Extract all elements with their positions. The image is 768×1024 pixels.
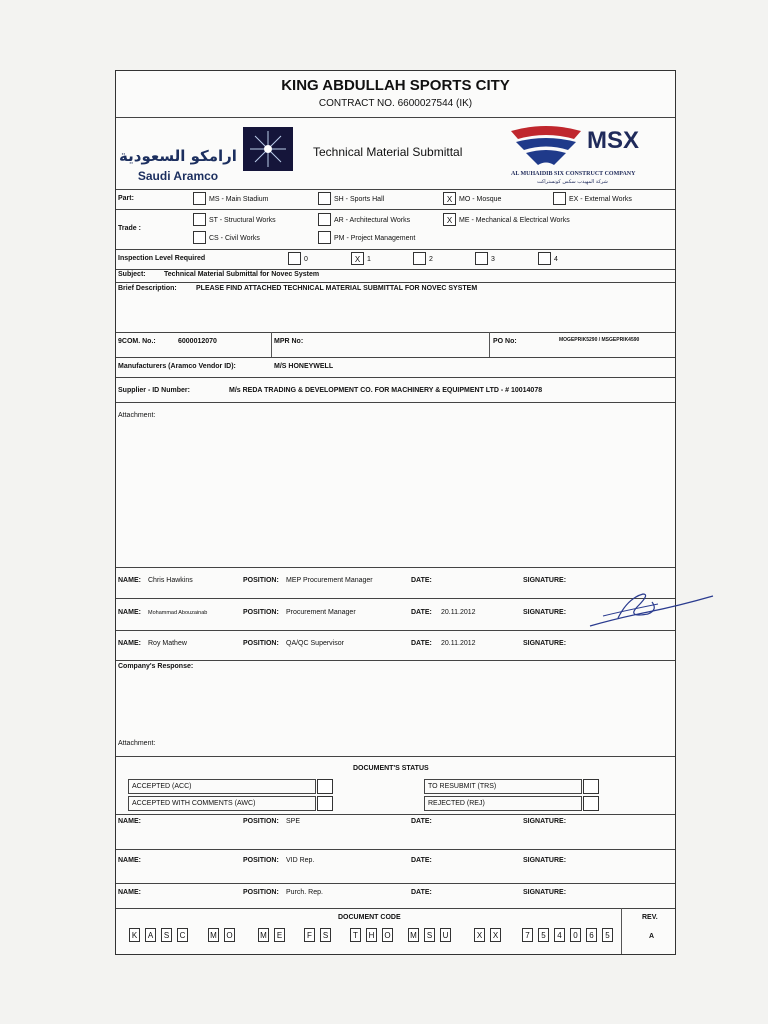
signer-position-label: POSITION: <box>243 640 279 647</box>
document-code-cell: 0 <box>570 928 581 942</box>
part-ex-checkbox[interactable] <box>553 192 566 205</box>
document-code-cell: 5 <box>602 928 613 942</box>
inspection-label: Inspection Level Required <box>118 255 206 262</box>
signer-signature-label: SIGNATURE: <box>523 609 567 616</box>
attachment-row <box>116 402 675 568</box>
inspection-0-label: 0 <box>304 256 308 263</box>
trade-me-label: ME - Mechanical & Electrical Works <box>459 217 570 224</box>
status-acc-label: ACCEPTED (ACC) <box>128 779 316 794</box>
title-row <box>116 71 675 118</box>
trade-pm-checkbox[interactable] <box>318 231 331 244</box>
document-code-cell: C <box>177 928 188 942</box>
status-rej-checkbox[interactable] <box>583 796 599 811</box>
manufacturer-value: M/S HONEYWELL <box>274 363 334 370</box>
signer-name-label: NAME: <box>118 577 141 584</box>
document-code-label: DOCUMENT CODE <box>338 914 401 921</box>
logo-row <box>116 117 675 190</box>
signer-name: Mohammad Abouzainab <box>148 610 208 616</box>
supplier-label: Supplier - ID Number: <box>118 387 190 394</box>
supplier-row <box>116 377 675 403</box>
reviewer-signature-label: SIGNATURE: <box>523 818 567 825</box>
document-code-cell: U <box>440 928 451 942</box>
trade-ar-label: AR - Architectural Works <box>334 217 411 224</box>
document-code-cell: X <box>490 928 501 942</box>
reviewer-name-label: NAME: <box>118 889 141 896</box>
signer-position: Procurement Manager <box>286 609 356 616</box>
signer-position-label: POSITION: <box>243 609 279 616</box>
part-row <box>116 189 675 210</box>
document-code-cell: 4 <box>554 928 565 942</box>
part-label: Part: <box>118 195 134 202</box>
inspection-4-checkbox[interactable] <box>538 252 551 265</box>
document-code-cell: F <box>304 928 315 942</box>
subject-value: Technical Material Submittal for Novec System <box>164 271 320 278</box>
inspection-3-label: 3 <box>491 256 495 263</box>
signer-name-label: NAME: <box>118 609 141 616</box>
document-code-cell: H <box>366 928 377 942</box>
inspection-0-checkbox[interactable] <box>288 252 301 265</box>
document-code-row <box>116 908 675 954</box>
msx-emblem-icon <box>506 123 586 167</box>
msx-arabic-name: شركة المهيدب سكس كونستراكت <box>537 179 608 185</box>
document-code-cell: 6 <box>586 928 597 942</box>
trade-cs-label: CS - Civil Works <box>209 235 260 242</box>
signer-date-label: DATE: <box>411 640 432 647</box>
supplier-value: M/s REDA TRADING & DEVELOPMENT CO. FOR MACHINERY & EQUIPMENT LTD - # 10014078 <box>229 387 543 394</box>
submittal-form <box>115 70 676 955</box>
rev-label: REV. <box>642 914 658 921</box>
inspection-4-label: 4 <box>554 256 558 263</box>
aramco-arabic: ارامكو السعودية <box>119 147 237 165</box>
signer-date: 20.11.2012 <box>441 609 476 616</box>
reviewer-date-label: DATE: <box>411 889 432 896</box>
response-attachment-label: Attachment: <box>118 740 156 747</box>
signer-date-label: DATE: <box>411 577 432 584</box>
trade-ar-checkbox[interactable] <box>318 213 331 226</box>
msx-company-name: AL MUHAIDIB SIX CONSTRUCT COMPANY <box>511 171 636 177</box>
po-value: MOGEPRIK5290 / MSGEPRIK4590 <box>559 337 640 343</box>
reviewer-position-label: POSITION: <box>243 889 279 896</box>
inspection-2-label: 2 <box>429 256 433 263</box>
rev-value: A <box>649 933 655 940</box>
signer-date-label: DATE: <box>411 609 432 616</box>
reviewer-position-label: POSITION: <box>243 818 279 825</box>
aramco-star-icon <box>243 127 293 171</box>
reviewer-date-label: DATE: <box>411 857 432 864</box>
document-code-cell: E <box>274 928 285 942</box>
reviewer-name-label: NAME: <box>118 857 141 864</box>
com-value: 6000012070 <box>178 338 217 345</box>
reviewer-signature-label: SIGNATURE: <box>523 857 567 864</box>
subject-row <box>116 269 675 283</box>
msx-logo <box>501 121 676 187</box>
status-awc-checkbox[interactable] <box>317 796 333 811</box>
signer-date: 20.11.2012 <box>441 640 476 647</box>
aramco-logo <box>116 117 241 189</box>
inspection-2-checkbox[interactable] <box>413 252 426 265</box>
status-rej-label: REJECTED (REJ) <box>424 796 582 811</box>
document-code-cell: M <box>408 928 419 942</box>
status-awc-label: ACCEPTED WITH COMMENTS (AWC) <box>128 796 316 811</box>
status-row <box>116 756 675 815</box>
trade-cs-checkbox[interactable] <box>193 231 206 244</box>
trade-st-label: ST - Structural Works <box>209 217 276 224</box>
company-response-label: Company's Response: <box>118 663 194 670</box>
inspection-row <box>116 249 675 270</box>
signer-position-label: POSITION: <box>243 577 279 584</box>
brief-value: PLEASE FIND ATTACHED TECHNICAL MATERIAL SUBMITTAL FOR NOVEC SYSTEM <box>196 285 478 292</box>
document-code-cell: T <box>350 928 361 942</box>
inspection-3-checkbox[interactable] <box>475 252 488 265</box>
signer-signature-label: SIGNATURE: <box>523 577 567 584</box>
document-code-cell: 7 <box>522 928 533 942</box>
trade-row <box>116 209 675 250</box>
document-code-cell: S <box>424 928 435 942</box>
contract-number: CONTRACT NO. 6600027544 (IK) <box>318 98 473 109</box>
part-sh-checkbox[interactable] <box>318 192 331 205</box>
status-title: DOCUMENT'S STATUS <box>353 765 429 772</box>
reviewer-position: Purch. Rep. <box>286 889 323 896</box>
document-code-cell: S <box>161 928 172 942</box>
aramco-english: Saudi Aramco <box>137 169 219 183</box>
status-trs-checkbox[interactable] <box>583 779 599 794</box>
part-mo-label: MO - Mosque <box>459 196 502 203</box>
trade-label: Trade : <box>118 225 141 232</box>
signer-name: Chris Hawkins <box>148 577 193 584</box>
project-title: KING ABDULLAH SPORTS CITY <box>281 77 510 94</box>
reviewer-position: SPE <box>286 818 301 825</box>
reviewer-row-3 <box>116 883 675 909</box>
document-code-cell: O <box>382 928 393 942</box>
mpr-label: MPR No: <box>274 338 304 345</box>
handwritten-signature <box>588 588 718 628</box>
inspection-1-label: 1 <box>367 256 371 263</box>
reviewer-row-1 <box>116 814 675 850</box>
trade-st-checkbox[interactable] <box>193 213 206 226</box>
brief-row <box>116 282 675 333</box>
signer-position: MEP Procurement Manager <box>286 577 373 584</box>
manufacturer-label: Manufacturers (Aramco Vendor ID): <box>118 363 236 370</box>
document-code-cell: 5 <box>538 928 549 942</box>
company-response-row <box>116 660 675 757</box>
part-sh-label: SH - Sports Hall <box>334 196 385 203</box>
document-code-cell: M <box>258 928 269 942</box>
trade-me-checkbox[interactable]: X <box>443 213 456 226</box>
signer-position: QA/QC Supervisor <box>286 640 344 647</box>
attachment-label: Attachment: <box>118 412 156 419</box>
document-code-cell: K <box>129 928 140 942</box>
status-acc-checkbox[interactable] <box>317 779 333 794</box>
signer-name-label: NAME: <box>118 640 141 647</box>
form-name: Technical Material Submittal <box>313 145 463 159</box>
signer-name: Roy Mathew <box>148 640 187 647</box>
msx-wordmark: MSX <box>587 127 640 154</box>
reviewer-name-label: NAME: <box>118 818 141 825</box>
document-code-cell: O <box>224 928 235 942</box>
status-trs-label: TO RESUBMIT (TRS) <box>424 779 582 794</box>
star-burst-icon <box>243 127 293 171</box>
refs-row <box>116 332 675 358</box>
part-ms-checkbox[interactable] <box>193 192 206 205</box>
reviewer-signature-label: SIGNATURE: <box>523 889 567 896</box>
subject-label: Subject: <box>118 271 146 278</box>
document-code-cell: X <box>474 928 485 942</box>
com-label: 9COM. No.: <box>118 338 156 345</box>
signer-signature-label: SIGNATURE: <box>523 640 567 647</box>
document-code-cell: M <box>208 928 219 942</box>
part-mo-checkbox[interactable]: X <box>443 192 456 205</box>
po-label: PO No: <box>493 338 517 345</box>
reviewer-position-label: POSITION: <box>243 857 279 864</box>
manufacturer-row <box>116 357 675 378</box>
inspection-1-checkbox[interactable]: X <box>351 252 364 265</box>
trade-pm-label: PM - Project Management <box>334 235 416 242</box>
reviewer-row-2 <box>116 849 675 884</box>
reviewer-position: VID Rep. <box>286 857 315 864</box>
part-ex-label: EX - External Works <box>569 196 632 203</box>
document-code-cell: A <box>145 928 156 942</box>
reviewer-date-label: DATE: <box>411 818 432 825</box>
document-code-cell: S <box>320 928 331 942</box>
part-ms-label: MS - Main Stadium <box>209 196 269 203</box>
signer-row-3 <box>116 630 675 661</box>
brief-label: Brief Description: <box>118 285 177 292</box>
